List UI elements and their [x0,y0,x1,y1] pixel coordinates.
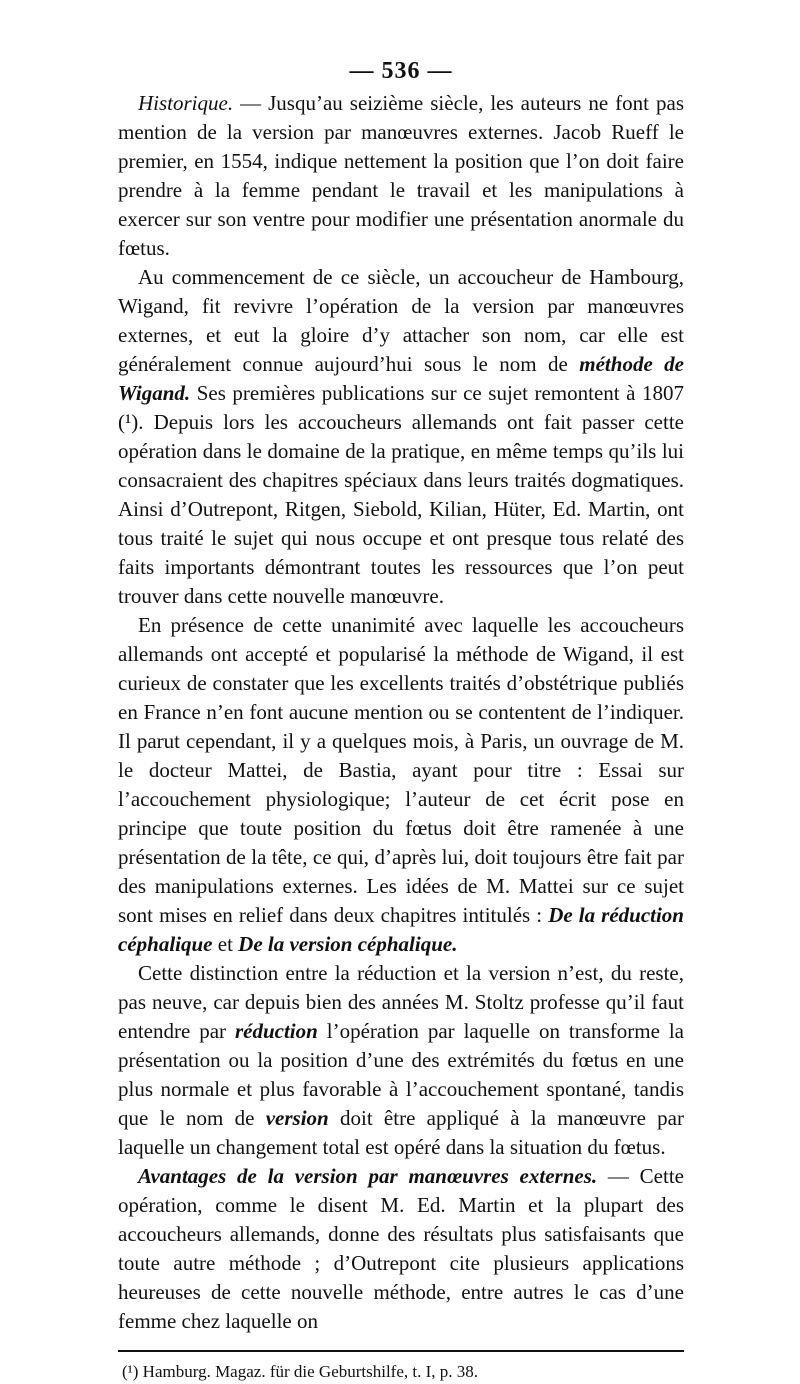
footnote-reference: (¹) [118,410,139,434]
paragraph-text: et [212,932,239,956]
paragraph-text: — Jusqu’au seizième siècle, les auteurs ne font pas mention de la version par manœuvres externes. Jacob Rueff le premier, en 1554, indique nettement la position que l’on doit faire prendre à la femme pendant le travail et les manipulations à exercer sur son ventre pour modifier une présentation anormale du fœtus. [118,91,684,260]
paragraph-text: Ses premières publications sur ce sujet remontent à 1807 [190,381,684,405]
paragraph-wigand [118,263,684,611]
emphasis-version: version [265,1106,329,1130]
page-number: — 536 — [349,58,453,84]
footnote [118,1360,684,1384]
paragraph-historique [118,89,684,263]
footnote-text: Hamburg. Magaz. für die Geburtshilfe, t. I, p. 38. [138,1362,479,1381]
section-heading-historique: Historique. [138,91,234,115]
paragraph-text: . Depuis lors les accoucheurs allemands ont fait passer cette opération dans le domaine de la pratique, en même temps qu’ils lui consacraient des chapitres spéciaux dans leurs traités dogmatiques. Ainsi d’Outrepont, Ritgen, Siebold, Kilian, Hüter, Ed. Martin, ont tous traité le sujet qui nous occupe et ont presque tous relaté des faits importants démontrant toutes les ressources que l’on peut trouver dans cette nouvelle manœuvre. [118,410,684,608]
emphasis-reduction-cephalique: De la réduction céphalique [118,903,684,956]
emphasis-version-cephalique: De la version céphalique. [238,932,458,956]
paragraph-text: l’opération par laquelle on transforme la présentation ou la position d’une des extrémités du fœtus en une plus normale et plus favorable à l’accouchement spontané, tandis que le nom de [118,1019,684,1130]
emphasis-reduction: réduction [234,1019,318,1043]
paragraph-text: — Cette opération, comme le disent M. Ed. Martin et la plupart des accoucheurs allemands, donne des résultats plus satisfaisants que toute autre méthode ; d’Outrepont cite plusieurs applications heureuses de cette nouvelle méthode, entre autres le cas d’une femme chez laquelle on [118,1164,684,1333]
footnote-mark: (¹) [122,1362,139,1381]
paragraph-text: En présence de cette unanimité avec laquelle les accoucheurs allemands ont accepté et popularisé la méthode de Wigand, il est curieux de constater que les excellents traités d’obstétrique publiés en France n’en font aucune mention ou se contentent de l’indiquer. Il parut cependant, il y a quelques mois, à Paris, un ouvrage de M. le docteur Mattei, de Bastia, ayant pour titre : Essai sur l’accouchement physiologique; l’auteur de cet écrit pose en principe que toute position du fœtus doit être ramenée à une présentation de la tête, ce qui, d’après lui, doit toujours être fait par des manipulations externes. Les idées de M. Mattei sur ce sujet sont mises en relief dans deux chapitres intitulés : [118,613,684,927]
paragraph-mattei [118,611,684,959]
paragraph-text: doit être appliqué à la manœuvre par laquelle un changement total est opéré dans la situation du fœtus. [118,1106,684,1159]
paragraph-avantages [118,1162,684,1336]
footnote-divider [118,1350,684,1352]
paragraph-text: Cette distinction entre la réduction et la version n’est, du reste, pas neuve, car depuis bien des années M. Stoltz professe qu’il faut entendre par [118,961,684,1043]
paragraph-text: Au commencement de ce siècle, un accoucheur de Hambourg, Wigand, fit revivre l’opération de la version par manœuvres externes, et eut la gloire d’y attacher son nom, car elle est généralement connue aujourd’hui sous le nom de [118,265,684,376]
paragraph-stoltz [118,959,684,1162]
emphasis-methode-wigand: méthode de Wigand. [118,352,685,405]
book-page [118,58,684,1384]
section-heading-avantages: Avantages de la version par manœuvres externes. [138,1164,598,1188]
